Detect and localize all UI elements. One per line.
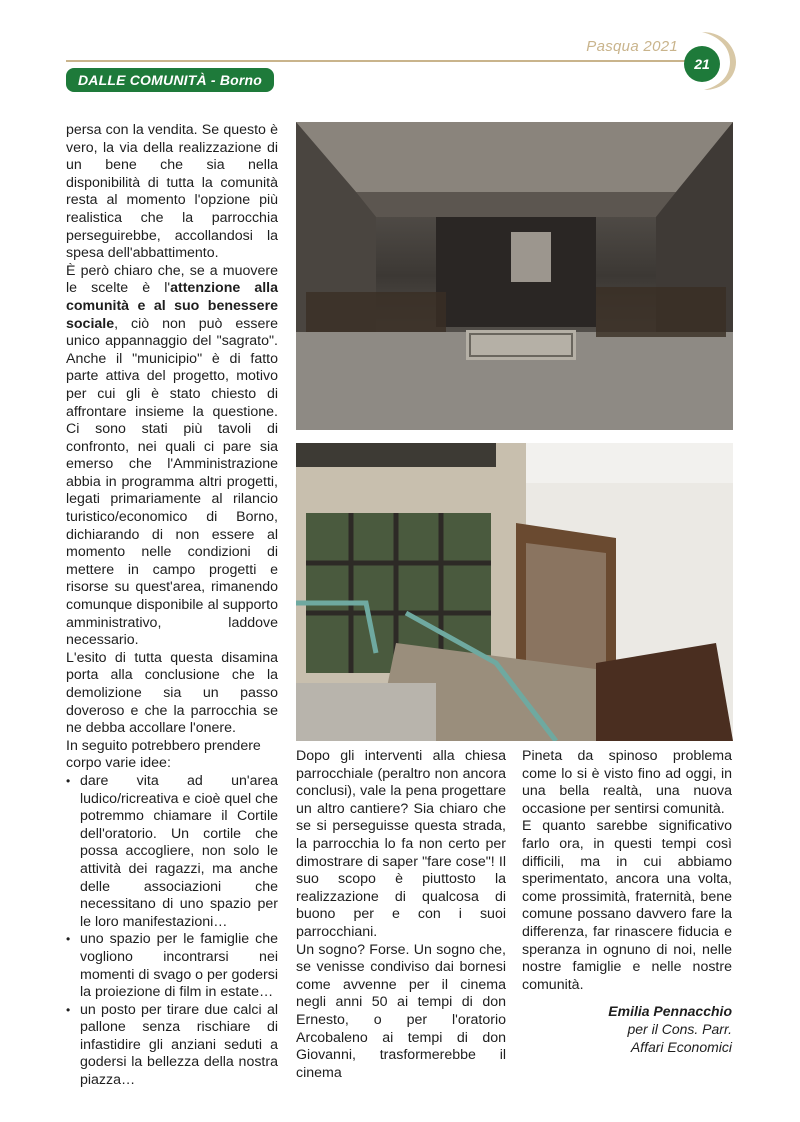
paragraph [66,263,278,650]
article-column-3 [522,748,732,994]
list-item: • dare vita ad un'area ludico/ricreativa e cioè quel che potremmo chiamare il Cortile dell'oratorio. Un cortile che possa accogliere, non solo le attività dei ragazzi, ma anche delle associazioni che necessitano di uno spazio per le loro manifestazioni… [66,773,278,931]
paragraph: In seguito potrebbero prendere corpo varie idee: [66,737,261,772]
author-role: per il Cons. Parr. [627,1021,732,1037]
list-item: • un posto per tirare due calci al pallone senza rischiare di infastidire gli anziani seduti a godersi la bellezza della nostra piazza… [66,1002,278,1090]
page-number-ornament [680,30,738,92]
paragraph: E quanto sarebbe significativo farlo ora, in questi tempi così difficili, ma in cui abbiamo sperimentato, ancora una volta, come prossimità, fraternità, bene comune possano davvero fare la differenza, far rinascere fiducia e speranza in ognuno di noi, nelle nostre famiglie e nelle nostre comunità. [522,818,732,993]
section-label: DALLE COMUNITÀ - Borno [66,68,274,92]
photo-damaged-interior [296,443,733,741]
signature-block [608,1002,732,1056]
issue-title: Pasqua 2021 [586,38,678,55]
article-column-2 [296,748,506,1082]
photo-cinema-hall [296,122,733,430]
paragraph: Un sogno? Forse. Un sogno che, se venisse condiviso dai bornesi come avvenne per il cinema negli anni 50 ai tempi di don Ernesto, o per l'oratorio Arcobaleno ai tempi di don Giovanni, trasformerebbe il cinema [296,941,506,1081]
paragraph: Pineta da spinoso problema come lo si è visto fino ad oggi, in una bella realtà, una nuova occasione per sentirsi comunità. [522,748,732,817]
paragraph: L'esito di tutta questa disamina porta alla conclusione che la demolizione sia un passo doveroso e che la parrocchia se ne debba accollare l'onere. [66,649,278,737]
text-run: È però chiaro che, se a muovere le scelte è l' [66,262,278,297]
header-rule [66,60,700,62]
bold-text: attenzione alla comunità e al suo benessere sociale [66,280,278,332]
paragraph: Dopo gli interventi alla chiesa parrocchiale (peraltro non ancora conclusi), vale la pena progettare un altro cantiere? Sia chiaro che se si perseguisse questa strada, la parrocchia lo fa non certo per dimostrare di saper "fare cose"! Il suo scopo è piuttosto la realizzazione di qualcosa di buono per e con i suoi parrocchiani. [296,748,506,940]
page-number: 21 [684,46,720,82]
idea-list [66,773,278,1090]
author-role: Affari Economici [630,1039,732,1055]
list-item: • uno spazio per le famiglie che vogliono incontrarsi nei momenti di svago o per godersi la proiezione di film in estate… [66,931,278,1001]
text-run: , ciò non può essere unico appannaggio del "sagrato". Anche il "municipio" è di fatto parte attiva del progetto, motivo per cui gli è stato chiesto di affrontare insieme la questione. Ci sono stati più tavoli di confronto, nei quali ci pare sia emerso che l'Amministrazione abbia in programma altri progetti, legati primariamente al rilancio turistico/economico di Borno, dichiarando di non essere al momento nelle condizioni di mettere in campo progetti e risorse su quest'area, rimanendo comunque disponibile al supporto amministrativo, laddove necessario. [66,315,278,649]
paragraph: persa con la vendita. Se questo è vero, la via della realizzazione di un bene che sia nella disponibilità di tutta la comunità resta al momento l'opzione più realistica che la parrocchia perseguirebbe, accollandosi la spesa dell'abbattimento. [66,122,278,262]
article-column-1 [66,122,278,1090]
author-name: Emilia Pennacchio [608,1003,732,1019]
